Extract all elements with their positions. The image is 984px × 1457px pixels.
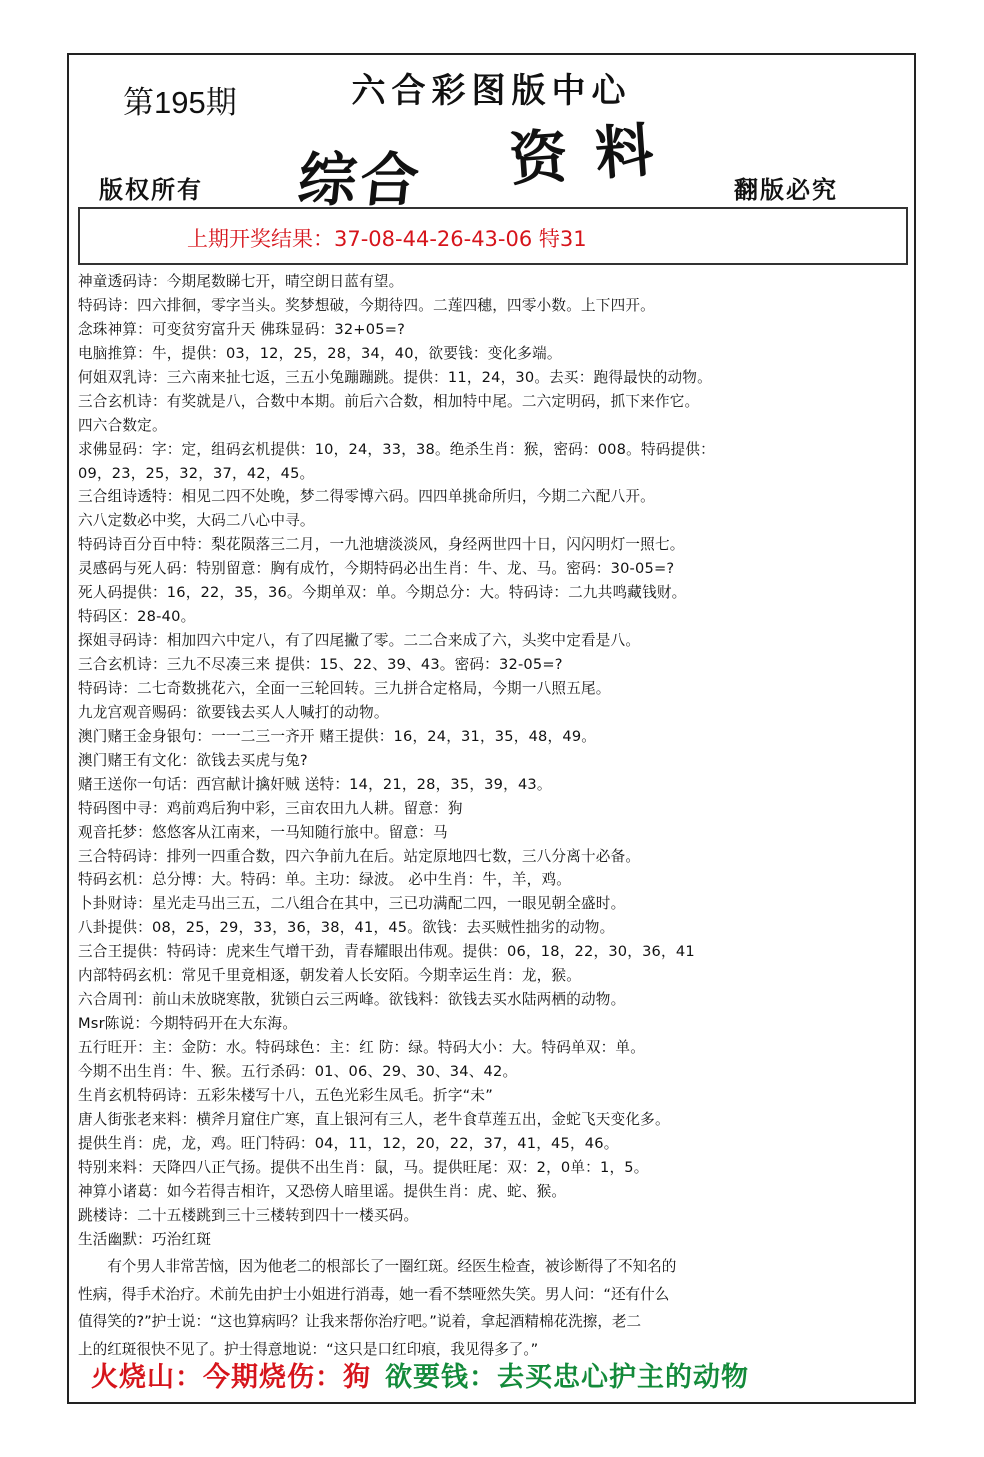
content-line: 特码玄机：总分博：大。特码：单。主功：绿波。 必中生肖：牛，羊，鸡。 bbox=[78, 871, 572, 889]
joke-line: 值得笑的?”护士说：“这也算病吗？让我来帮你治疗吧。”说着，拿起酒精棉花洗擦，老二 bbox=[78, 1313, 642, 1330]
content-line: 求佛显码：字：定，组码玄机提供：10，24，33，38。绝杀生肖：猴，密码：008。特码提供： bbox=[78, 440, 715, 458]
content-line: 八卦提供：08，25，29，33，36，38，41，45。欲钱：去买贼性拙劣的动物。 bbox=[78, 919, 615, 937]
content-line: 澳门赌王金身银句：一一二三一齐开 赌王提供：16，24，31，35，48，49。 bbox=[78, 727, 597, 745]
joke-paragraph bbox=[78, 1253, 914, 1363]
content-line: 三合玄机诗：有奖就是八，合数中本期。前后六合数，相加特中尾。二六定明码，抓下来作它。 bbox=[78, 392, 700, 410]
issue-number: 第195期 bbox=[123, 85, 237, 120]
joke-line: 性病，得手术治疗。术前先由护士小姐进行消毒，她一看不禁哑然失笑。男人问：“还有什么 bbox=[78, 1285, 670, 1303]
content-line: 三合组诗透特：相见二四不处晚，梦二得零博六码。四四单挑命所归，今期二六配八开。 bbox=[78, 488, 655, 506]
content-line: 观音托梦：悠悠客从江南来，一马知随行旅中。留意：马 bbox=[78, 823, 448, 841]
content-line: 特码诗：二七奇数挑花六，全面一三轮回转。三九拼合定格局，今期一八照五尾。 bbox=[78, 679, 611, 697]
bottom-banner bbox=[91, 1355, 749, 1394]
content-line: Msr陈说：今期特码开在大东海。 bbox=[78, 1015, 298, 1033]
content-line: 特码诗：四六排徊，零字当头。奖梦想破，今期待四。二莲四穗，四零小数。上下四开。 bbox=[78, 296, 655, 314]
content-line: 内部特码玄机：常见千里竟相逐，朝发着人长安陌。今期幸运生肖：龙，猴。 bbox=[78, 967, 581, 985]
content-line: 三合特码诗：排列一四重合数，四六争前九在后。站定原地四七数，三八分离十必备。 bbox=[78, 847, 641, 865]
banner-left-text: 火烧山：今期烧伤：狗 bbox=[91, 1362, 371, 1393]
content-line: 灵感码与死人码：特别留意：胸有成竹，今期特码必出生肖：牛、龙、马。密码：30-05=? bbox=[78, 560, 675, 578]
copyright-left: 版权所有 bbox=[99, 176, 203, 204]
joke-line: 有个男人非常苦恼，因为他老二的根部长了一圈红斑。经医生检查，被诊断得了不知名的 bbox=[78, 1258, 677, 1275]
content-line: 特码诗百分百中特：梨花陨落三二月，一九池塘淡淡风，身经两世四十日，闪闪明灯一照七。 bbox=[78, 536, 685, 554]
content-line: 九龙宫观音赐码：欲要钱去买人人喊打的动物。 bbox=[78, 703, 389, 721]
content-line: 今期不出生肖：牛、猴。五行杀码：01、06、29、30、34、42。 bbox=[78, 1062, 518, 1080]
content-line: 卜卦财诗：星光走马出三五，二八组合在其中，三已功满配二四，一眼见朝全盛时。 bbox=[78, 895, 626, 913]
content-lines bbox=[78, 270, 914, 1251]
content-line: 四六合数定。 bbox=[78, 416, 167, 434]
main-title-part-2: 资料 bbox=[507, 114, 684, 194]
page-frame bbox=[67, 53, 916, 1404]
last-result-box bbox=[78, 207, 908, 265]
content-line: 死人码提供：16，22，35，36。今期单双：单。今期总分：大。特码诗：二九共鸣藏钱财。 bbox=[78, 584, 687, 602]
last-result-text: 上期开奖结果：37-08-44-26-43-06 特31 bbox=[187, 227, 587, 251]
content-line: 生活幽默：巧治红斑 bbox=[78, 1230, 212, 1248]
content-line: 特别来料：天降四八正气扬。提供不出生肖：鼠，马。提供旺尾：双：2，0单：1，5。 bbox=[78, 1158, 649, 1176]
content-line: 念珠神算：可变贫穷富升天 佛珠显码：32+05=? bbox=[78, 320, 406, 338]
content-line: 赌王送你一句话：西宫献计擒奸贼 送特：14，21，28，35，39，43。 bbox=[78, 775, 552, 793]
content-line: 跳楼诗：二十五楼跳到三十三楼转到四十一楼买码。 bbox=[78, 1206, 419, 1224]
center-title: 六合彩图版中心 bbox=[351, 71, 632, 111]
content-line: 生肖玄机特码诗：五彩朱楼写十八，五色光彩生凤毛。折字“未” bbox=[78, 1086, 493, 1104]
content-line: 电脑推算：牛，提供：03，12，25，28，34，40，欲要钱：变化多端。 bbox=[78, 344, 562, 362]
content-line: 提供生肖：虎，龙，鸡。旺门特码：04，11，12，20，22，37，41，45，46。 bbox=[78, 1134, 619, 1152]
content-line: 特码区：28-40。 bbox=[78, 608, 196, 626]
content-line: 澳门赌王有文化：欲钱去买虎与兔? bbox=[78, 751, 308, 769]
content-line: 探姐寻码诗：相加四六中定八，有了四尾撇了零。二二合来成了六，头奖中定看是八。 bbox=[78, 632, 641, 650]
main-title-part-1: 综合 bbox=[294, 146, 427, 214]
content-line: 唐人街张老来料：横斧月窟住广寒，直上银河有三人，老牛食草莲五出，金蛇飞天变化多。 bbox=[78, 1110, 670, 1128]
content-line: 三合王提供：特码诗：虎来生气增干劲，青春耀眼出伟观。提供：06，18，22，30，36，41 bbox=[78, 943, 695, 961]
content-line: 三合玄机诗：三九不尽凑三来 提供：15、22、39、43。密码：32-05=? bbox=[78, 656, 563, 673]
content-line: 特码图中寻：鸡前鸡后狗中彩，三亩农田九人耕。留意：狗 bbox=[78, 799, 463, 817]
joke-line: 上的红斑很快不见了。护士得意地说：“这只是口红印痕，我见得多了。” bbox=[78, 1340, 539, 1358]
banner-right-text: 欲要钱：去买忠心护主的动物 bbox=[385, 1362, 749, 1393]
content-line: 神算小诸葛：如今若得吉相许，又恐傍人暗里谣。提供生肖：虎、蛇、猴。 bbox=[78, 1182, 567, 1200]
copyright-right: 翻版必究 bbox=[734, 176, 838, 204]
content-line: 神童透码诗：今期尾数睇七开，晴空朗日蓝有望。 bbox=[78, 273, 404, 290]
content-line: 五行旺开：主：金防：水。特码球色：主：红 防：绿。特码大小：大。特码单双：单。 bbox=[78, 1039, 646, 1056]
content-line: 六合周刊：前山未放晓寒散，犹锁白云三两峰。欲钱料：欲钱去买水陆两栖的动物。 bbox=[78, 991, 626, 1009]
content-line: 09，23，25，32，37，42，45。 bbox=[78, 464, 315, 482]
content-line: 何姐双乳诗：三六南来扯七返，三五小兔蹦蹦跳。提供：11，24，30。去买：跑得最快的动物。 bbox=[78, 368, 712, 386]
content-line: 六八定数必中奖，大码二八心中寻。 bbox=[78, 512, 315, 530]
